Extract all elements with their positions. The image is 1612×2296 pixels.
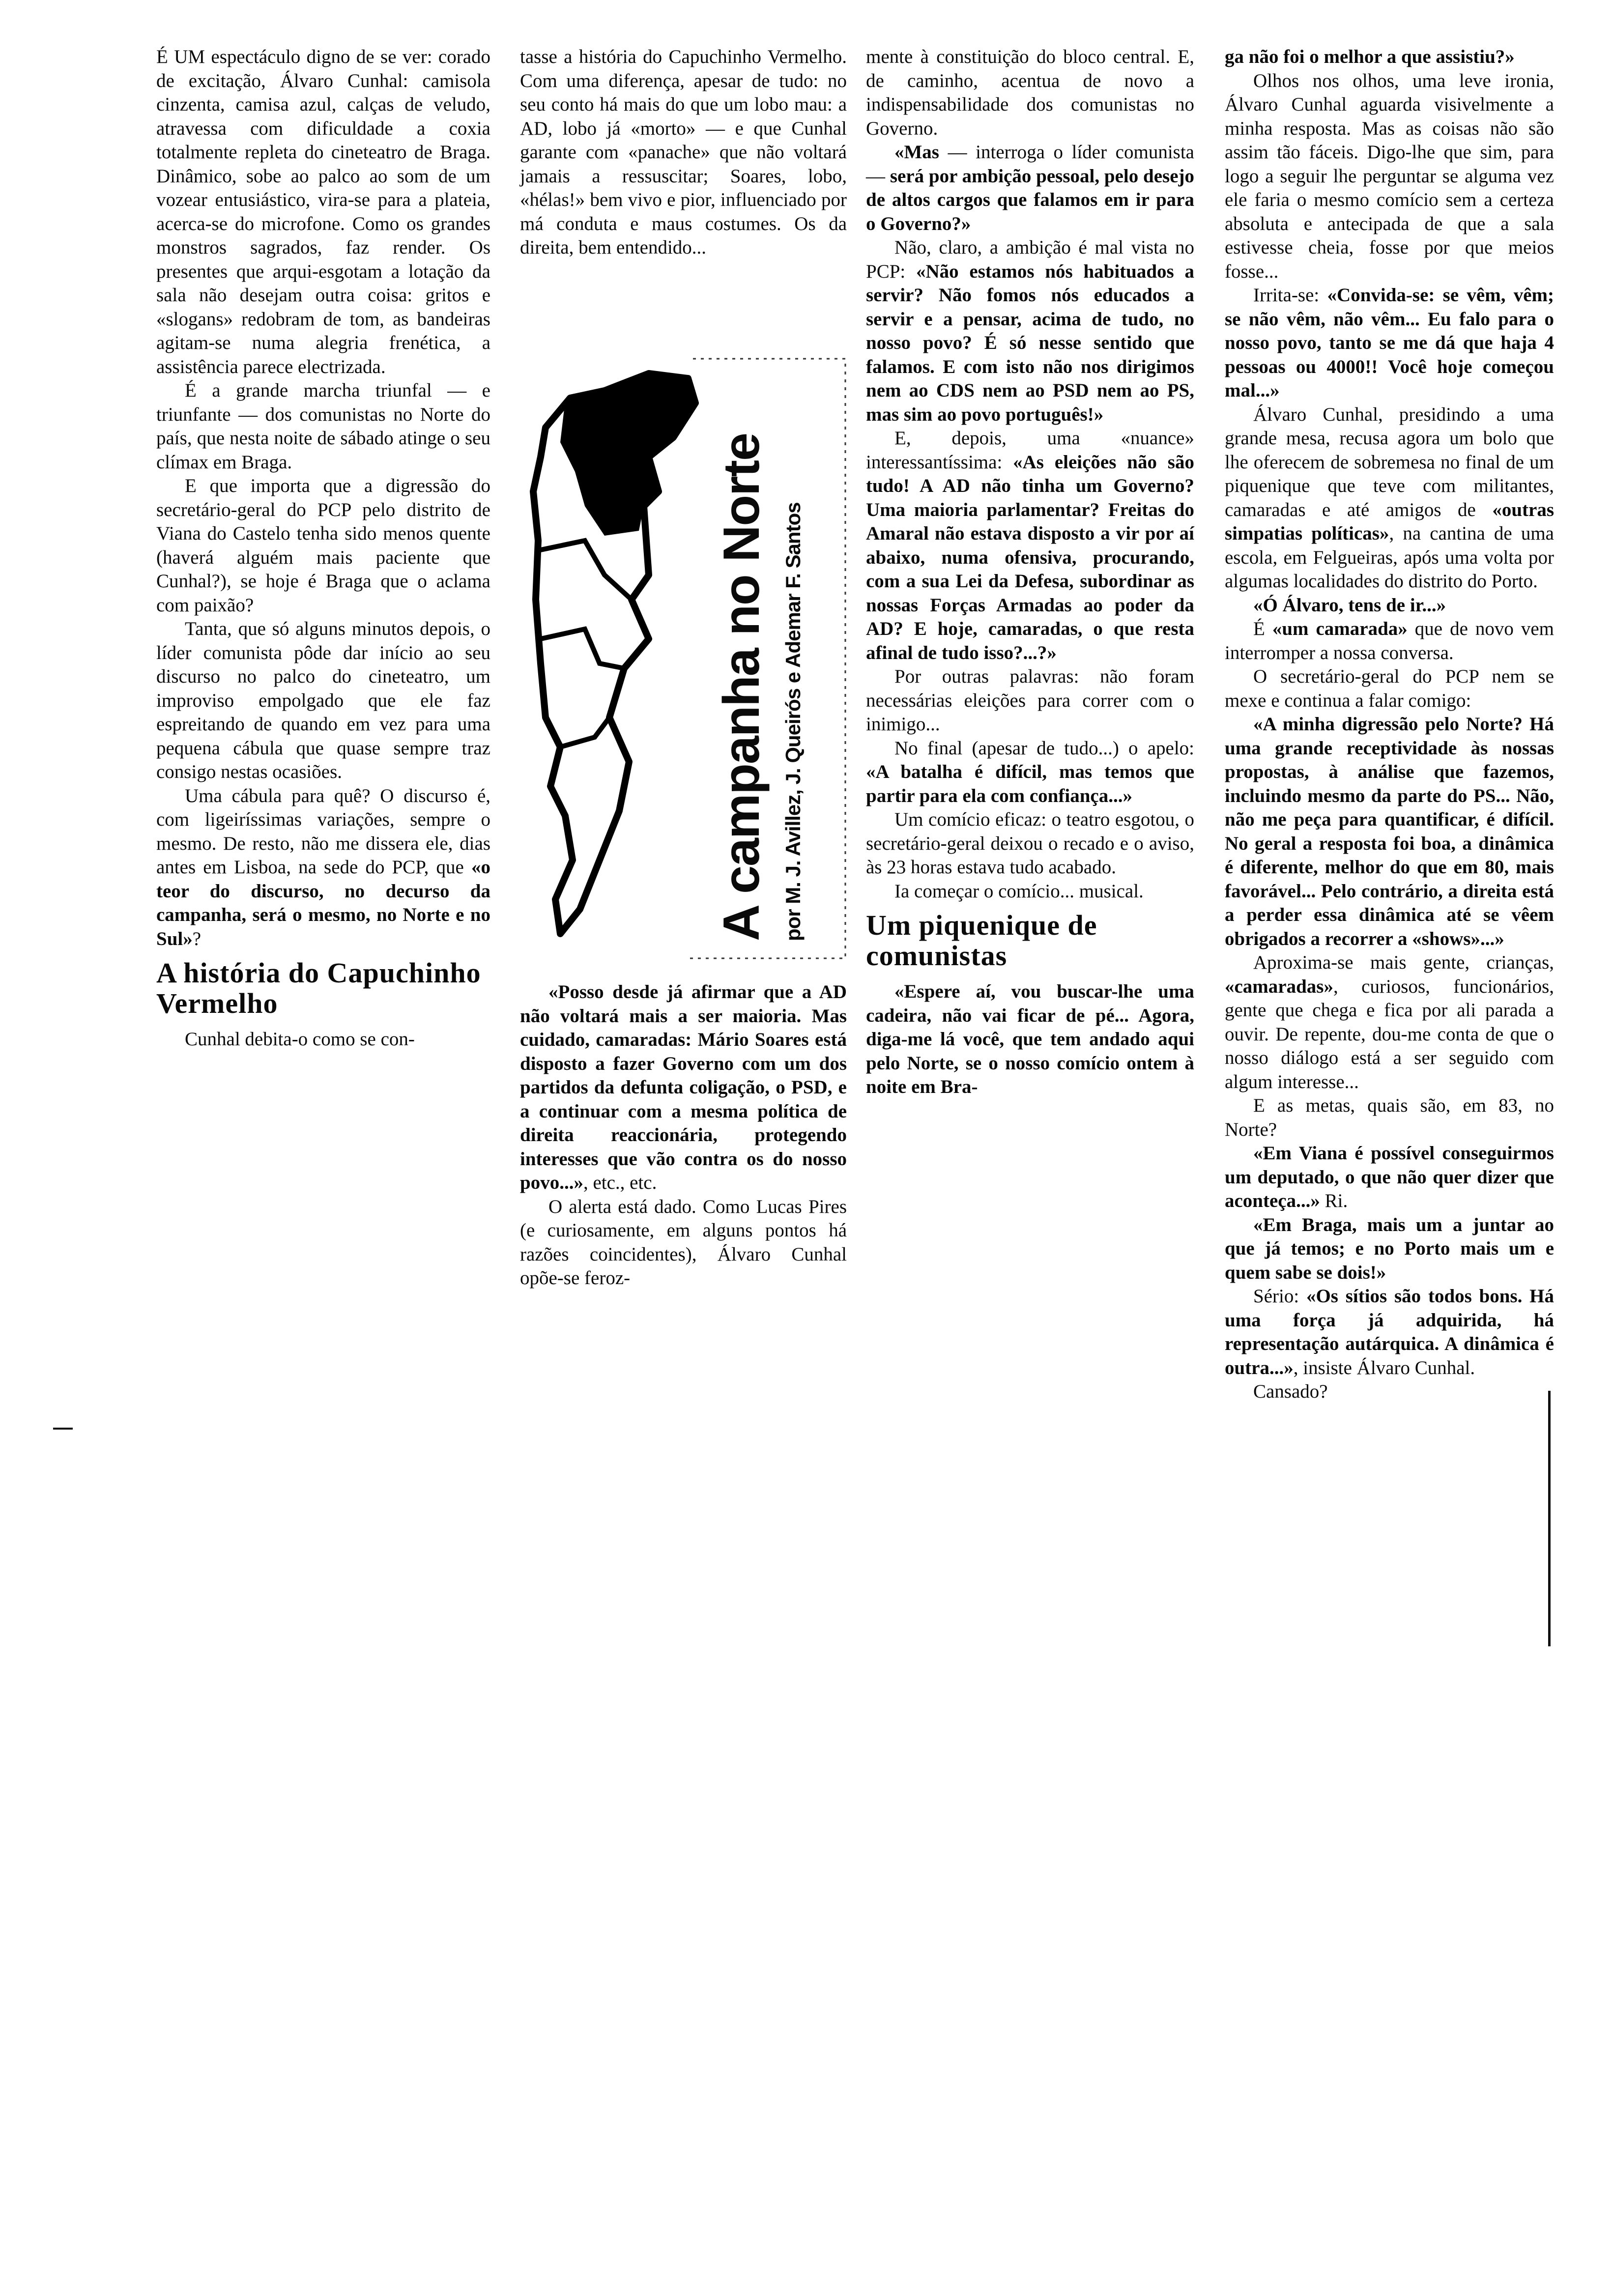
paragraph [1225,403,1554,594]
quote-text: será por ambição pessoal, pelo desejo de altos cargos que falamos em ir para o Governo?» [866,165,1195,234]
text-segment: Ia começar o comício... musical. [894,880,1144,902]
text-segment: Tanta, que só alguns minutos depois, o líder comunista pôde dar início ao seu discurso no palco do cineteatro, um improviso empolgado que ele faz espreitando de quando em vez para uma pequena cábula que quase sempre traz consigo nestas ocasiões. [156,618,490,782]
section-heading [156,958,490,1019]
paragraph [1225,1213,1554,1285]
article-column-3 [866,45,1194,1099]
paragraph [520,1195,847,1291]
paragraph [866,141,1194,236]
column-rule [1548,1391,1551,1646]
paragraph [1225,665,1554,713]
paragraph [866,808,1194,880]
text-segment: — interroga o líder comunista — [866,142,1194,187]
paragraph [1225,284,1554,403]
paragraph [520,45,847,260]
text-segment: O secretário-geral do PCP nem se mexe e continua a falar comigo: [1225,666,1554,711]
paragraph [866,737,1194,808]
text-segment: Um piquenique de comunistas [866,909,1097,972]
text-segment: , insiste Álvaro Cunhal. [1293,1357,1475,1378]
paragraph [1225,1094,1554,1142]
article-column-1 [156,45,490,1052]
quote-text: «um camarada» [1272,618,1408,639]
text-segment: Ri. [1320,1190,1348,1211]
text-segment: Irrita-se: [1253,285,1327,306]
text-segment: , na cantina de uma escola, em Felgueiras, após uma volta por algumas localidades do distrito do Porto. [1225,523,1554,592]
paragraph [1225,617,1554,665]
quote-text: «o teor do discurso, no decurso da campanha, será o mesmo, no Norte e no Sul» [156,857,490,949]
paragraph [1225,69,1554,284]
article-column-2-top [520,45,847,260]
text-segment: Olhos nos olhos, uma leve ironia, Álvaro Cunhal aguarda visivelmente a minha resposta. Mas as coisas não são assim tão fáceis. Digo-lhe que sim, para logo a seguir lhe perguntar se alguma vez ele faria o mesmo comício sem a certeza absoluta e antecipada de que a sala estivesse cheia, fosse por que meios fosse... [1225,70,1554,282]
quote-text: «Não estamos nós habituados a servir? Não fomos nós educados a servir e a pensar, acima de tudo, no nosso povo? É só nesse sentido que falamos. E com isto não nos dirigimos nem ao CDS nem ao PSD nem ao PS, mas sim ao povo português!» [866,260,1194,425]
text-segment: que de novo vem interromper a nossa conversa. [1225,618,1554,663]
paragraph [1225,1142,1554,1213]
text-segment: Cunhal debita-o como se con- [185,1029,415,1050]
quote-text: «camaradas» [1225,976,1333,997]
quote-text: «A minha digressão pelo Norte? Há uma grande receptividade às nossas propostas, à análise que fazemos, incluindo mesmo da parte do PS... Não, não me peça para quantificar, é difícil. No geral a resposta foi boa, a dinâmica é diferente, melhor do que em 80, mais favorável... Pelo contrário, a direita está a perder essa dinâmica até se vêem obrigados a recorrer a «shows»...» [1225,714,1554,949]
paragraph [156,784,490,951]
quote-text: «Posso desde já afirmar que a AD não voltará mais a ser maioria. Mas cuidado, camaradas: Mário Soares está disposto a fazer Governo com um dos partidos da defunta coligação, o PSD, e a continuar com a mesma política de direita reaccionária, protegendo interesses que vão contra os do nosso povo...» [520,981,847,1193]
quote-text: ga não foi o melhor a que assistiu?» [1225,46,1515,67]
text-segment: , curiosos, funcionários, gente que chega e fica por ali parada a ouvir. De repente, dou-me conta de que o nosso diálogo está a ser seguido com algum interesse... [1225,976,1554,1092]
paragraph [866,665,1194,737]
paragraph [1225,713,1554,951]
text-segment: E que importa que a digressão do secretário-geral do PCP pelo distrito de Viana do Castelo tenha sido menos quente (haverá alguém mais paciente que Cunhal?), se hoje é Braga que o aclama com paixão? [156,475,490,616]
paragraph [156,379,490,474]
text-segment: Um comício eficaz: o teatro esgotou, o secretário-geral deixou o recado e o aviso, às 23 horas estava tudo acabado. [866,809,1194,878]
text-segment: tasse a história do Capuchinho Vermelho. Com uma diferença, apesar de tudo: no seu conto há mais do que um lobo mau: a AD, lobo já «morto» — e que Cunhal garante com «panache» que não voltará jamais a ressuscitar; Soares, lobo, «hélas!» bem vivo e pior, influenciado por má conduta e maus costumes. Os da direita, bem entendido... [520,46,847,258]
paragraph [156,45,490,379]
quote-text: «Espere aí, vou buscar-lhe uma cadeira, não vai ficar de pé... Agora, diga-me lá você, que tem andado aqui pelo Norte, se o nosso comício ontem à noite em Bra- [866,981,1194,1097]
paragraph [866,980,1194,1099]
quote-text: «Ó Álvaro, tens de ir...» [1253,594,1446,616]
text-segment: Uma cábula para quê? O discurso é, com ligeiríssimas variações, sempre o mesmo. De resto, não me dissera ele, dias antes em Lisboa, na sede do PCP, que [156,785,490,878]
portugal-north-map-icon [526,344,855,963]
quote-text: «Convida-se: se vêm, vêm; se não vêm, não vêm... Eu falo para o nosso povo, tanto se me dá que haja 4 pessoas ou 4000!! Você hoje começou mal...» [1225,285,1554,401]
map-illustration [526,344,855,963]
map-title: A campanha no Norte [713,433,770,941]
quote-text: «A batalha é difícil, mas temos que partir para ela com confiança...» [866,761,1194,806]
paragraph [866,236,1194,427]
margin-mark [53,1428,73,1430]
text-segment: É UM espectáculo digno de se ver: corado de excitação, Álvaro Cunhal: camisola cinzenta, camisa azul, calças de veludo, atravessa com dificuldade a coxia totalmente repleta do cineteatro de Braga. Dinâmico, sobe ao palco ao som de um vozear entusiástico, vira-se para a plateia, acerca-se do microfone. Como os grandes monstros sagrados, faz render. Os presentes que arqui-esgotam a lotação da sala não desejam outra coisa: gritos e «slogans» redobram de tom, as bandeiras agitam-se numa alegria frenética, a assistência parece electrizada. [156,46,490,377]
map-byline: por M. J. Avillez, J. Queirós e Ademar F. Santos [781,502,805,941]
quote-text: «Em Viana é possível conseguirmos um deputado, o que não quer dizer que aconteça...» [1225,1143,1554,1211]
section-heading [866,910,1194,971]
text-segment: ? [192,928,202,949]
text-segment: Álvaro Cunhal, presidindo a uma grande mesa, recusa agora um bolo que lhe oferecem de sobremesa no final de um piquenique que teve com militantes, camaradas e até amigos de [1225,403,1554,520]
quote-text: «outras simpatias políticas» [1225,499,1554,544]
text-segment: E as metas, quais são, em 83, no Norte? [1225,1095,1554,1140]
text-segment: mente à constituição do bloco central. E, de caminho, acentua de novo a indispensabilidade dos comunistas no Governo. [866,46,1194,139]
text-segment: É [1253,618,1272,639]
quote-text: «Os sítios são todos bons. Há uma força já adquirida, há representação autárquica. A dinâmica é outra...» [1225,1286,1554,1378]
article-column-2-bottom [520,980,847,1291]
paragraph [1225,1380,1554,1404]
text-segment: Não, claro, a ambição é mal vista no PCP: [866,237,1194,282]
text-segment: Por outras palavras: não foram necessárias eleições para correr com o inimigo... [866,666,1194,735]
text-segment: Sério: [1253,1286,1306,1307]
quote-text: «As eleições não são tudo! A AD não tinha um Governo? Uma maioria parlamentar? Freitas do Amaral não estava disposto a vir por aí abaixo, numa ofensiva, procurando, com a sua Lei da Defesa, subordinar as nossas Forças Armadas ao poder da AD? E hoje, camaradas, o que resta afinal de tudo isso?...?» [866,451,1194,663]
text-segment: É a grande marcha triunfal — e triunfante — dos comunistas no Norte do país, que nesta noite de sábado atinge o seu clímax em Braga. [156,380,490,473]
paragraph [1225,45,1554,69]
paragraph [1225,1285,1554,1380]
paragraph [156,617,490,784]
paragraph [156,474,490,617]
text-segment: Cansado? [1253,1381,1328,1402]
text-segment: O alerta está dado. Como Lucas Pires (e curiosamente, em alguns pontos há razões coincidentes), Álvaro Cunhal opõe-se feroz- [520,1196,847,1289]
text-segment: E, depois, uma «nuance» interessantíssima: [866,428,1194,473]
text-segment: A história do Capuchinho Vermelho [156,957,481,1019]
text-segment: No final (apesar de tudo...) o apelo: [894,737,1194,759]
text-segment: , etc., etc. [583,1172,657,1193]
paragraph [866,880,1194,904]
paragraph [1225,594,1554,618]
paragraph [1225,951,1554,1094]
paragraph [520,980,847,1195]
text-segment: Aproxima-se mais gente, crianças, [1253,952,1554,973]
quote-text: «Mas [894,142,939,163]
paragraph [156,1028,490,1052]
article-column-4 [1225,45,1554,1404]
paragraph [866,45,1194,141]
quote-text: «Em Braga, mais um a juntar ao que já temos; e no Porto mais um e quem sabe se dois!» [1225,1214,1554,1283]
paragraph [866,427,1194,665]
